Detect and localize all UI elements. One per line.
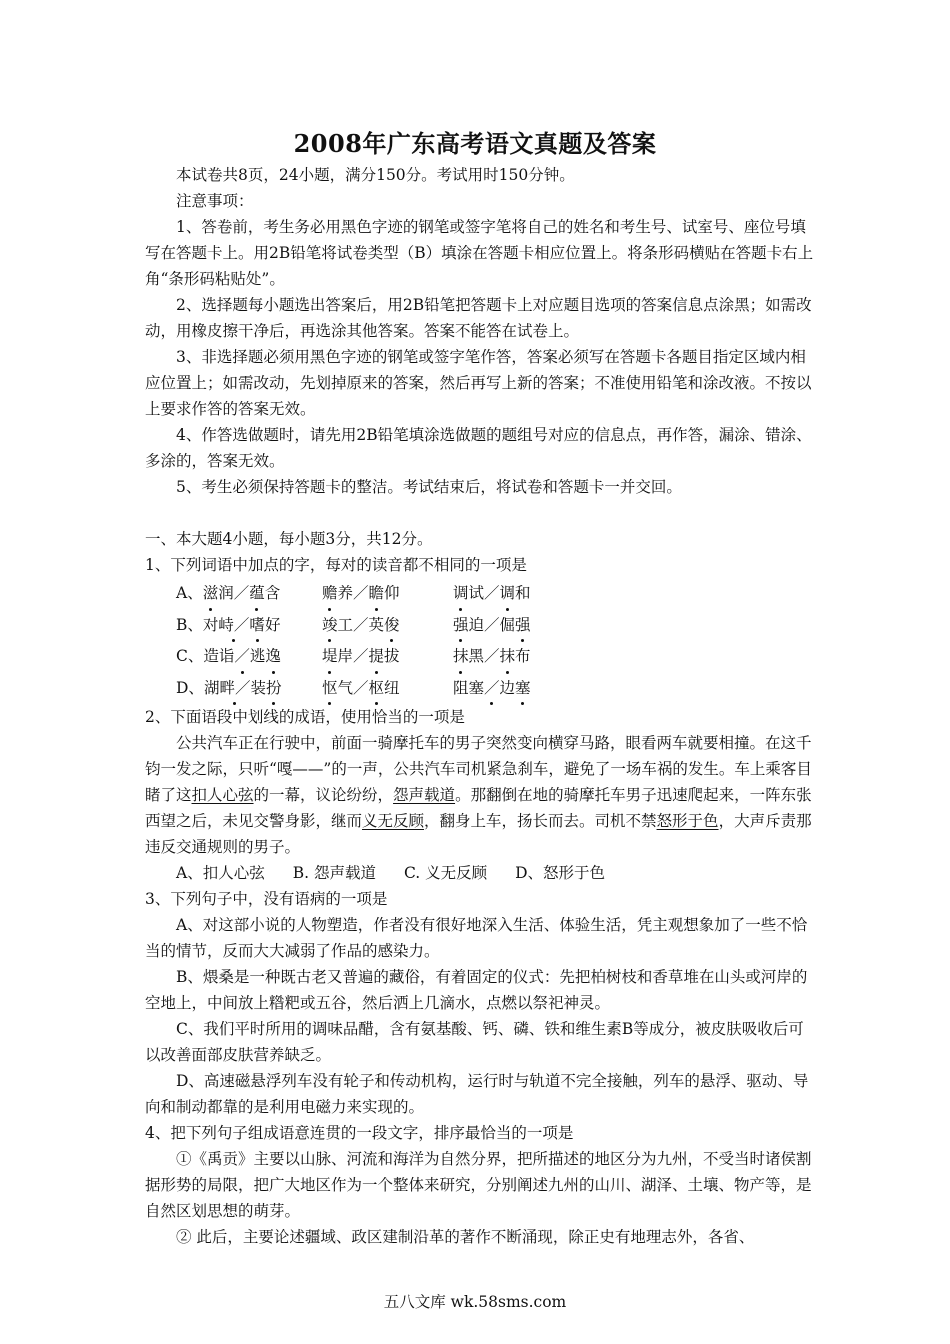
question-2-passage: 公共汽车正在行驶中，前面一骑摩托车的男子突然变向横穿马路，眼看两车就要相撞。在这千钧一发之际，只听“嘎——”的一声，公共汽车司机紧急刹车，避免了一场车祸的发生。车上乘客目睹了这扣人心弦的一幕，议论纷纷，怨声载道。那翻倒在地的骑摩托车男子迅速爬起来，一阵东张西望之后，未见交警身影，继而义无反顾，翻身上车，扬长而去。司机不禁怒形于色，大声斥责那违反交通规则的男子。 — [145, 734, 812, 856]
exam-intro: 本试卷共8页，24小题，满分150分。考试用时150分钟。 — [176, 166, 575, 184]
question-1-stem: 1、下列词语中加点的字，每对的读音都不相同的一项是 — [145, 556, 527, 574]
underlined-idiom: 义无反顾 — [362, 812, 425, 830]
notice-item: 3、非选择题必须用黑色字迹的钢笔或签字笔作答，答案必须写在答题卡各题目指定区域内相应位置上；如需改动，先划掉原来的答案，然后再写上新的答案；不准使用铅笔和涂改液。不按以上要求作答的答案无效。 — [145, 348, 812, 418]
notice-item: 5、考生必须保持答题卡的整洁。考试结束后，将试卷和答题卡一并交回。 — [176, 478, 682, 496]
question-3-option: A、对这部小说的人物塑造，作者没有很好地深入生活、体验生活，凭主观想象加了一些不恰当的情节，反而大大减弱了作品的感染力。 — [145, 916, 808, 960]
question-3-option: B、煨桑是一种既古老又普遍的藏俗，有着固定的仪式：先把柏树枝和香草堆在山头或河岸的空地上，中间放上糌粑或五谷，然后洒上几滴水，点燃以祭祀神灵。 — [145, 968, 808, 1012]
question-4-item: ①《禹贡》主要以山脉、河流和海洋为自然分界，把所描述的地区分为九州，不受当时诸侯割据形势的局限，把广大地区作为一个整体来研究，分别阐述九州的山川、湖泽、土壤、物产等，是自然区划思想的萌芽。 — [145, 1150, 812, 1220]
question-4-item: ② 此后，主要论述疆域、政区建制沿革的著作不断涌现，除正史有地理志外，各省、 — [176, 1228, 755, 1246]
document-body — [145, 162, 817, 1250]
question-2-stem: 2、下面语段中划线的成语，使用恰当的一项是 — [145, 708, 465, 726]
page-footer: 五八文库 wk.58sms.com — [383, 1293, 567, 1311]
question-3-option: D、高速磁悬浮列车没有轮子和传动机构，运行时与轨道不完全接触，列车的悬浮、驱动、导向和制动都靠的是利用电磁力来实现的。 — [145, 1072, 809, 1116]
notice-item: 4、作答选做题时，请先用2B铅笔填涂选做题的题组号对应的信息点，再作答，漏涂、错涂、多涂的，答案无效。 — [145, 426, 812, 470]
question-1-option-d: D、湖畔／装扮 怄气／枢纽 阻塞／边塞 — [145, 673, 817, 705]
notice-heading: 注意事项： — [176, 192, 254, 210]
notice-item: 1、答卷前，考生务必用黑色字迹的钢笔或签字笔将自己的姓名和考生号、试室号、座位号填写在答题卡上。用2B铅笔将试卷类型（B）填涂在答题卡相应位置上。将条形码横贴在答题卡右上角“条形码粘贴处”。 — [145, 218, 814, 288]
section-heading: 一、本大题4小题，每小题3分，共12分。 — [145, 530, 433, 548]
question-1-option-b: B、对峙／嗜好 竣工／英俊 强迫／倔强 — [145, 610, 817, 642]
question-2-choices: A、扣人心弦 B. 怨声载道 C. 义无反顾 D、怒形于色 — [176, 864, 606, 882]
question-3-stem: 3、下列句子中，没有语病的一项是 — [145, 890, 388, 908]
question-4-stem: 4、把下列句子组成语意连贯的一段文字，排序最恰当的一项是 — [145, 1124, 574, 1142]
underlined-idiom: 怨声载道 — [393, 786, 456, 804]
page-title: 2008年广东高考语文真题及答案 — [293, 129, 657, 158]
question-1-option-c: C、造诣／逃逸 堤岸／提拔 抹黑／抹布 — [145, 641, 817, 673]
question-1-option-a: A、滋润／蕴含 赡养／瞻仰 调试／调和 — [145, 578, 817, 610]
underlined-idiom: 扣人心弦 — [191, 786, 254, 804]
notice-item: 2、选择题每小题选出答案后，用2B铅笔把答题卡上对应题目选项的答案信息点涂黑；如需改动，用橡皮擦干净后，再选涂其他答案。答案不能答在试卷上。 — [145, 296, 812, 340]
question-3-option: C、我们平时所用的调味品醋，含有氨基酸、钙、磷、铁和维生素B等成分，被皮肤吸收后可以改善面部皮肤营养缺乏。 — [145, 1020, 804, 1064]
underlined-idiom: 怒形于色 — [656, 812, 719, 830]
